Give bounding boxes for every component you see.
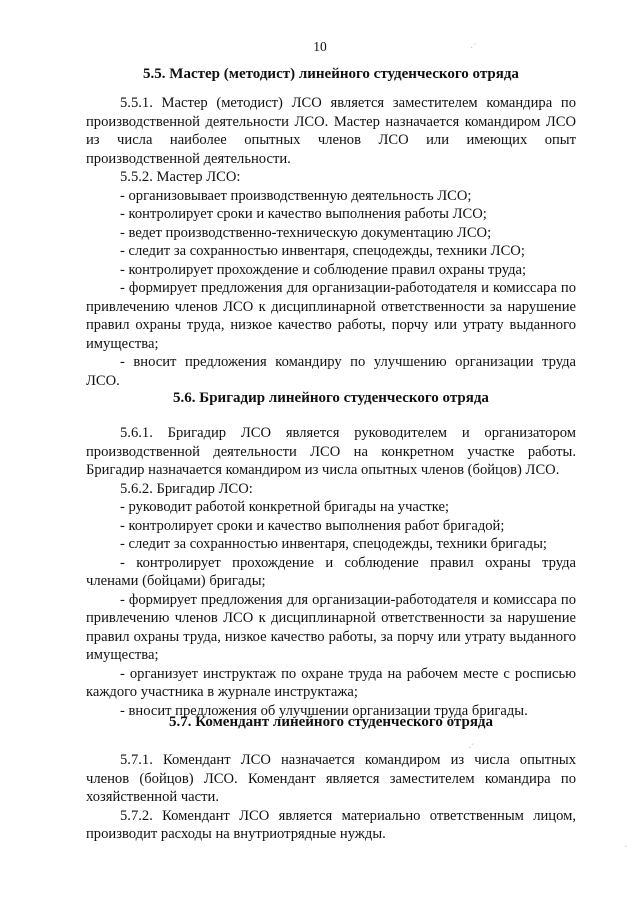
scan-speck: ·ˊ [468, 743, 475, 754]
clause-5-5-2: 5.5.2. Мастер ЛСО: [120, 169, 241, 185]
list-item: - руководит работой конкретной бригады на участке; [120, 499, 450, 515]
section-body-5-6 [86, 424, 576, 720]
list-item: - ведет производственно-техническую документацию ЛСО; [120, 224, 492, 241]
list-item: - следит за сохранностью инвентаря, спецодежды, техники ЛСО; [120, 243, 525, 259]
list-item: - организовывает производственную деятельность ЛСО; [120, 187, 472, 204]
list-item: - контролирует прохождение и соблюдение правил охраны труда членами (бойцами) бригады; [86, 554, 576, 589]
clause-5-5-1: 5.5.1. Мастер (методист) ЛСО является заместителем командира по производственной деятельности ЛСО. Мастер назначается командиром ЛСО из числа наиболее опытных членов ЛСО или имеющих опыт производственной деятельности. [86, 95, 576, 167]
list-item: - формирует предложения для организации-работодателя и комиссара по привлечению членов ЛСО к дисциплинарной ответственности за нарушение правил охраны труда, низкое качество работы, за порчу или утрату выданного имущества; [86, 591, 576, 663]
list-item: - следит за сохранностью инвентаря, спецодежды, техники бригады; [120, 536, 547, 552]
list-item: - организует инструктаж по охране труда на рабочем месте с росписью каждого участника в журнале инструктажа; [86, 665, 576, 700]
clause-5-7-2: 5.7.2. Комендант ЛСО является материально ответственным лицом, производит расходы на внутриотрядные нужды. [86, 807, 576, 842]
section-body-5-5 [86, 94, 576, 390]
section-heading-5-5: 5.5. Мастер (методист) линейного студенческого отряда [143, 66, 519, 82]
list-item: - контролирует прохождение и соблюдение правил охраны труда; [120, 261, 527, 278]
section-heading-5-7: 5.7. Комендант линейного студенческого отряда [168, 714, 494, 730]
list-item: - вносит предложения командиру по улучшению организации труда ЛСО. [86, 354, 576, 389]
list-item: - вносит предложения об улучшении организации труда бригады. [120, 702, 528, 719]
clause-5-6-2: 5.6.2. Бригадир ЛСО: [120, 480, 253, 497]
section-body-5-7 [86, 751, 576, 844]
clause-5-6-1: 5.6.1. Бригадир ЛСО является руководителем и организатором производственной деятельности ЛСО на конкретном участке работы. Бригадир назначается командиром из числа опытных членов (бойцов) ЛСО. [86, 425, 576, 478]
scan-speck: ˊ [624, 845, 628, 856]
list-item: - контролирует сроки и качество выполнения работы ЛСО; [120, 206, 487, 222]
section-heading-5-6: 5.6. Бригадир линейного студенческого отряда [173, 390, 489, 406]
page-number: 10 [313, 39, 327, 54]
scan-speck: ·ˊ [470, 43, 477, 54]
list-item: - контролирует сроки и качество выполнения работ бригадой; [120, 517, 505, 534]
list-item: - формирует предложения для организации-работодателя и комиссара по привлечению членов ЛСО к дисциплинарной ответственности за нарушение правил охраны труда, низкое качество работы, порчу или утрату выданного имущества; [86, 280, 576, 352]
clause-5-7-1: 5.7.1. Комендант ЛСО назначается командиром из числа опытных членов (бойцов) ЛСО. Комендант является заместителем командира по хозяйственной части. [86, 752, 576, 805]
